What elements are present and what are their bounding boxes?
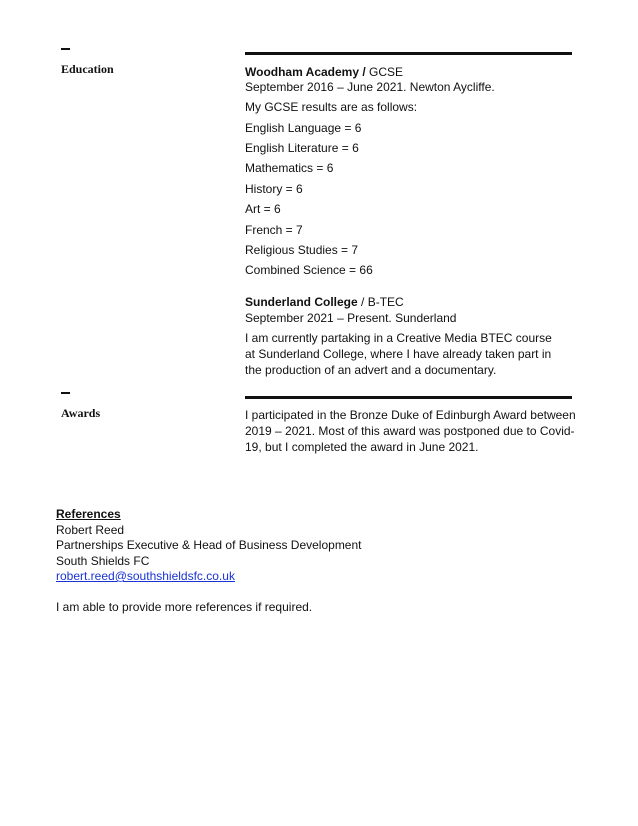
result-item: History = 6 (245, 182, 303, 196)
section-rule-awards (245, 396, 572, 399)
school-2-heading (245, 295, 404, 310)
reference-email-link[interactable]: robert.reed@southshieldsfc.co.uk (56, 569, 235, 583)
section-dash-education (61, 48, 70, 50)
reference-name: Robert Reed (56, 522, 125, 537)
section-label-awards: Awards (61, 406, 101, 420)
references-block (56, 507, 362, 615)
reference-org: South Shields FC (56, 553, 150, 568)
result-item: Religious Studies = 7 (245, 243, 359, 257)
section-label-education: Education (61, 62, 114, 76)
awards-text: I participated in the Bronze Duke of Edinburgh Award between 2019 – 2021. Most of this award was postponed due to Covid-19, but I completed the award in June 2021. (245, 408, 576, 454)
school-1-dates: September 2016 – June 2021. Newton Aycliffe. (245, 80, 495, 94)
references-heading: References (56, 507, 121, 521)
school-2-description: I am currently partaking in a Creative Media BTEC course at Sunderland College, where I have already taken part in the production of an advert and a documentary. (245, 331, 552, 377)
school-1-name: Woodham Academy (245, 65, 360, 79)
school-1-intro: My GCSE results are as follows: (245, 100, 418, 114)
school-2-qualification: B-TEC (367, 295, 404, 309)
school-2-dates: September 2021 – Present. Sunderland (245, 311, 457, 325)
result-item: Art = 6 (245, 202, 281, 216)
reference-title: Partnerships Executive & Head of Business Development (56, 538, 362, 552)
school-2-separator: / (357, 295, 368, 309)
references-note: I am able to provide more references if required. (56, 599, 313, 614)
section-rule-education (245, 52, 572, 55)
section-dash-awards (61, 392, 70, 394)
result-item: English Language = 6 (245, 121, 362, 135)
result-item: English Literature = 6 (245, 141, 359, 155)
school-1-qualification: GCSE (369, 65, 404, 79)
school-1-separator: / (359, 65, 370, 79)
result-item: French = 7 (245, 223, 303, 237)
school-1-heading (245, 65, 403, 80)
school-2-name: Sunderland College (245, 295, 358, 309)
result-item: Combined Science = 66 (245, 263, 373, 277)
result-item: Mathematics = 6 (245, 161, 334, 175)
